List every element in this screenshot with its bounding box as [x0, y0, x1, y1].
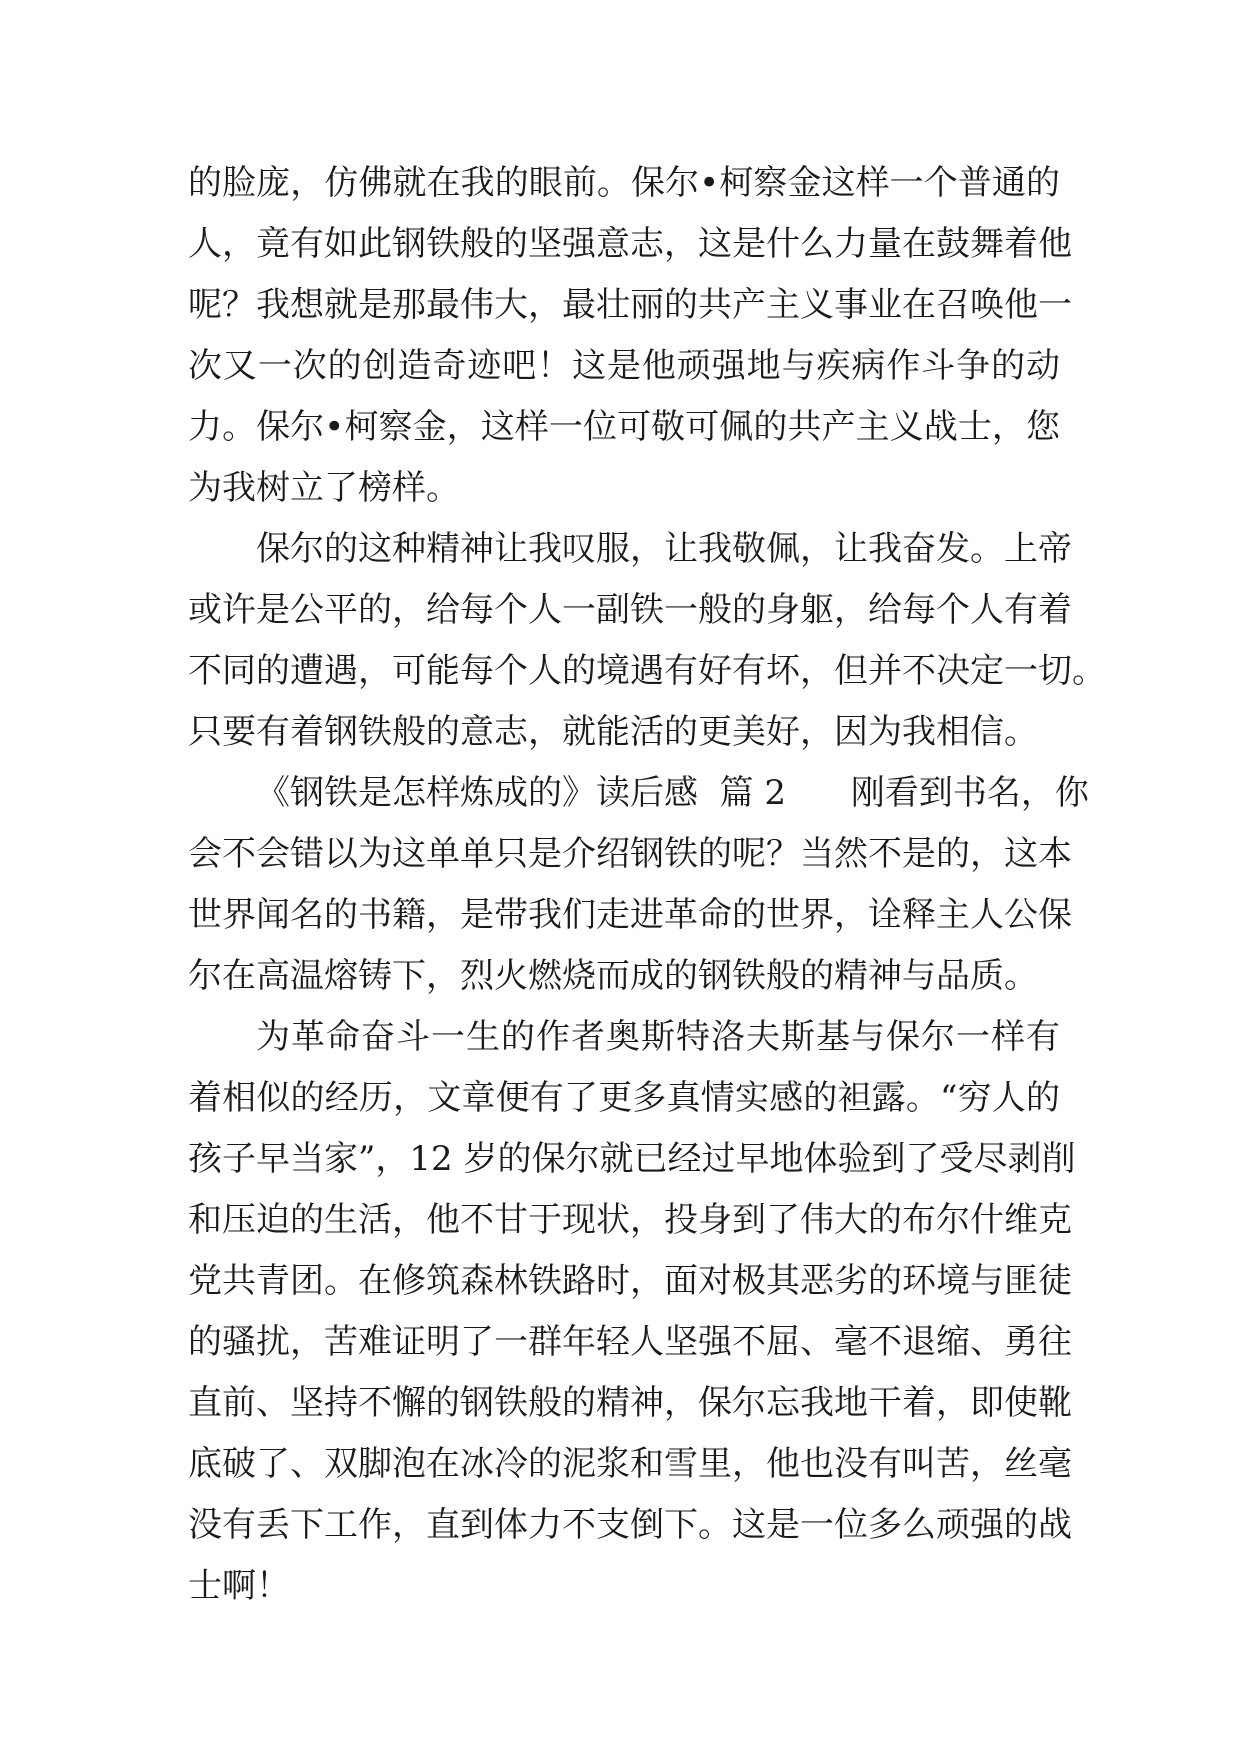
paragraph-1-line-1: 的脸庞，仿佛就在我的眼前。保尔•柯察金这样一个普通的	[188, 163, 1060, 203]
paragraph-2-line-2: 或许是公平的，给每个人一副铁一般的身躯，给每个人有着	[188, 590, 1072, 630]
paragraph-4-line-6: 的骚扰，苦难证明了一群年轻人坚强不屈、毫不退缩、勇往	[188, 1322, 1072, 1362]
paragraph-4-line-3: 孩子早当家”，12 岁的保尔就已经过早地体验到了受尽剥削	[188, 1139, 1076, 1179]
paragraph-4-line-9: 没有丢下工作，直到体力不支倒下。这是一位多么顽强的战	[188, 1505, 1072, 1545]
paragraph-4-line-4: 和压迫的生活，他不甘于现状，投身到了伟大的布尔什维克	[188, 1200, 1072, 1240]
paragraph-4-line-8: 底破了、双脚泡在冰冷的泥浆和雪里，他也没有叫苦，丝毫	[188, 1444, 1072, 1484]
paragraph-3-line-3: 世界闻名的书籍，是带我们走进革命的世界，诠释主人公保	[188, 895, 1072, 935]
paragraph-3-line-2: 会不会错以为这单单只是介绍钢铁的呢？当然不是的，这本	[188, 834, 1072, 874]
paragraph-4-line-10: 士啊！	[188, 1566, 290, 1606]
paragraph-2-line-4: 只要有着钢铁般的意志，就能活的更美好，因为我相信。	[188, 712, 1038, 752]
paragraph-2-line-3: 不同的遭遇，可能每个人的境遇有好有坏，但并不决定一切。	[188, 651, 1106, 691]
paragraph-1-line-3: 呢？我想就是那最伟大，最壮丽的共产主义事业在召唤他一	[188, 285, 1072, 325]
paragraph-4-line-1: 为革命奋斗一生的作者奥斯特洛夫斯基与保尔一样有	[256, 1017, 1060, 1057]
paragraph-1-line-2: 人，竟有如此钢铁般的坚强意志，这是什么力量在鼓舞着他	[188, 224, 1072, 264]
paragraph-1-line-6: 为我树立了榜样。	[188, 468, 460, 508]
paragraph-1-line-5: 力。保尔•柯察金，这样一位可敬可佩的共产主义战士，您	[188, 407, 1060, 447]
paragraph-4-line-2: 着相似的经历，文章便有了更多真情实感的袒露。“穷人的	[188, 1078, 1060, 1118]
paragraph-4-line-5: 党共青团。在修筑森林铁路时，面对极其恶劣的环境与匪徒	[188, 1261, 1072, 1301]
paragraph-2-line-1: 保尔的这种精神让我叹服，让我敬佩，让我奋发。上帝	[256, 529, 1072, 569]
paragraph-3-line-1: 《钢铁是怎样炼成的》读后感 篇 2 刚看到书名，你	[256, 773, 1089, 813]
essay-body	[188, 153, 1106, 1617]
paragraph-3-line-4: 尔在高温熔铸下，烈火燃烧而成的钢铁般的精神与品质。	[188, 956, 1038, 996]
paragraph-4-line-7: 直前、坚持不懈的钢铁般的精神，保尔忘我地干着，即使靴	[188, 1383, 1072, 1423]
paragraph-1-line-4: 次又一次的创造奇迹吧！这是他顽强地与疾病作斗争的动	[188, 346, 1060, 386]
